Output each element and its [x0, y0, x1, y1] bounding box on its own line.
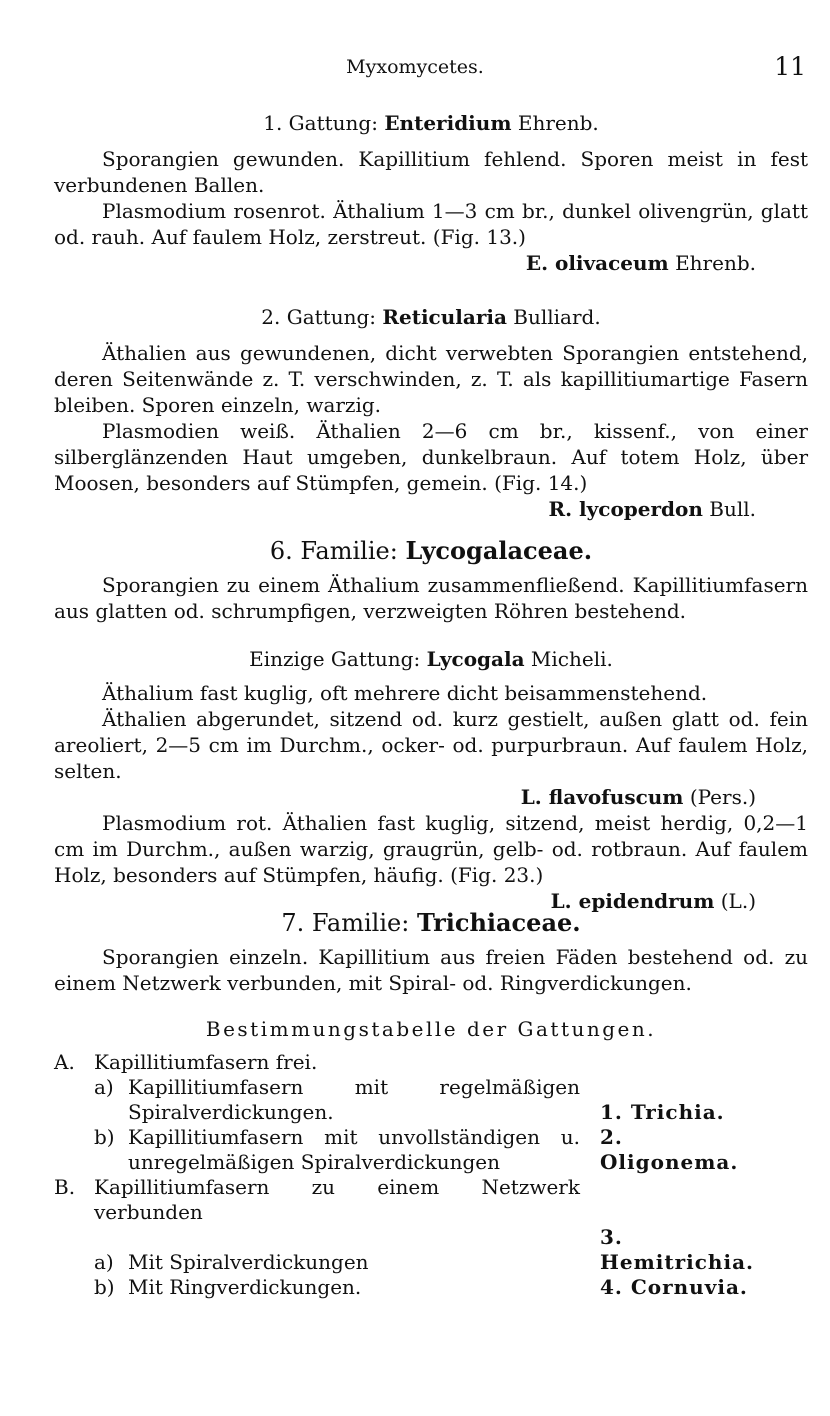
paragraph: Äthalien abgerundet, sitzend od. kurz gestielt, außen glatt od. fein areoliert, 2—5 cm im Durchm., ocker- od. purpurbraun. Auf faulem Holz, selten. [54, 707, 808, 783]
paragraph: Plasmodium rot. Äthalien fast kuglig, sitzend, meist herdig, 0,2—1 cm im Durchm., außen warzig, graugrün, gelb- od. rotbraun. Auf faulem Holz, besonders auf Stümpfen, häufig. (Fig. 23.) [54, 811, 808, 887]
key-result: 4. Cornuvia. [600, 1275, 748, 1299]
section-trichiaceae [54, 910, 808, 1300]
key-result: 2. Oligonema. [600, 1125, 739, 1174]
genus-heading: 2. Gattung: Reticularia Bulliard. [261, 305, 601, 329]
genus-heading: 1. Gattung: Enteridium Ehrenb. [263, 111, 599, 135]
key-result: 3. Hemitrichia. [600, 1225, 754, 1274]
section-lycogalaceae [54, 538, 808, 914]
species-line: R. lycoperdon Bull. [548, 497, 756, 521]
paragraph: Plasmodien weiß. Äthalien 2—6 cm br., kissenf., von einer silberglänzenden Haut umgeben, dunkelbraun. Auf totem Holz, über Moosen, besonders auf Stümpfen, gemein. (Fig. 14.) [54, 419, 808, 495]
page-number: 11 [774, 52, 806, 81]
running-title: Myxomycetes. [346, 56, 484, 78]
species-line: L. flavofuscum (Pers.) [520, 785, 756, 809]
species-line: E. olivaceum Ehrenb. [525, 251, 756, 275]
paragraph: Äthalium fast kuglig, oft mehrere dicht beisammenstehend. [102, 681, 708, 705]
paragraph: Sporangien zu einem Äthalium zusammenfließend. Kapillitiumfasern aus glatten od. schrumpfigen, verzweigten Röhren bestehend. [54, 573, 808, 623]
paragraph: Plasmodium rosenrot. Äthalium 1—3 cm br., dunkel olivengrün, glatt od. rauh. Auf faulem Holz, zerstreut. (Fig. 13.) [54, 199, 808, 249]
species-line: L. epidendrum (L.) [550, 889, 756, 913]
identification-key [54, 1050, 754, 1300]
key-title: Bestimmungstabelle der Gattungen. [205, 1017, 657, 1041]
paragraph: Sporangien gewunden. Kapillitium fehlend. Sporen meist in fest verbundenen Ballen. [54, 147, 808, 197]
key-row: B. Kapillitiumfasern zu einem Netzwerk verbunden [54, 1175, 580, 1224]
genus-heading: Einzige Gattung: Lycogala Micheli. [249, 647, 613, 671]
key-result: 1. Trichia. [600, 1100, 725, 1124]
key-row: b) Kapillitiumfasern mit unvollständigen u. unregelmäßigen Spiralverdickungen 2. Oligonema. [54, 1125, 754, 1175]
key-row: a) Mit Spiralverdickungen 3. Hemitrichia. [94, 1225, 754, 1274]
family-heading: 7. Familie: Trichiaceae. [281, 908, 581, 937]
key-row: b) Mit Ringverdickungen. 4. Cornuvia. [54, 1275, 754, 1300]
paragraph: Sporangien einzeln. Kapillitium aus freien Fäden bestehend od. zu einem Netzwerk verbunden, mit Spiral- od. Ringverdickungen. [54, 945, 808, 995]
section-enteridium [54, 110, 808, 276]
paragraph: Äthalien aus gewundenen, dicht verwebten Sporangien entstehend, deren Seitenwände z. T. verschwinden, z. T. als kapillitiumartige Fasern bleiben. Sporen einzeln, warzig. [54, 341, 808, 417]
section-reticularia [54, 304, 808, 522]
key-row: A. Kapillitiumfasern frei. [54, 1050, 318, 1074]
family-heading: 6. Familie: Lycogalaceae. [269, 536, 593, 565]
key-row: a) Kapillitiumfasern mit regelmäßigen Spiralverdickungen. 1. Trichia. [54, 1075, 754, 1125]
